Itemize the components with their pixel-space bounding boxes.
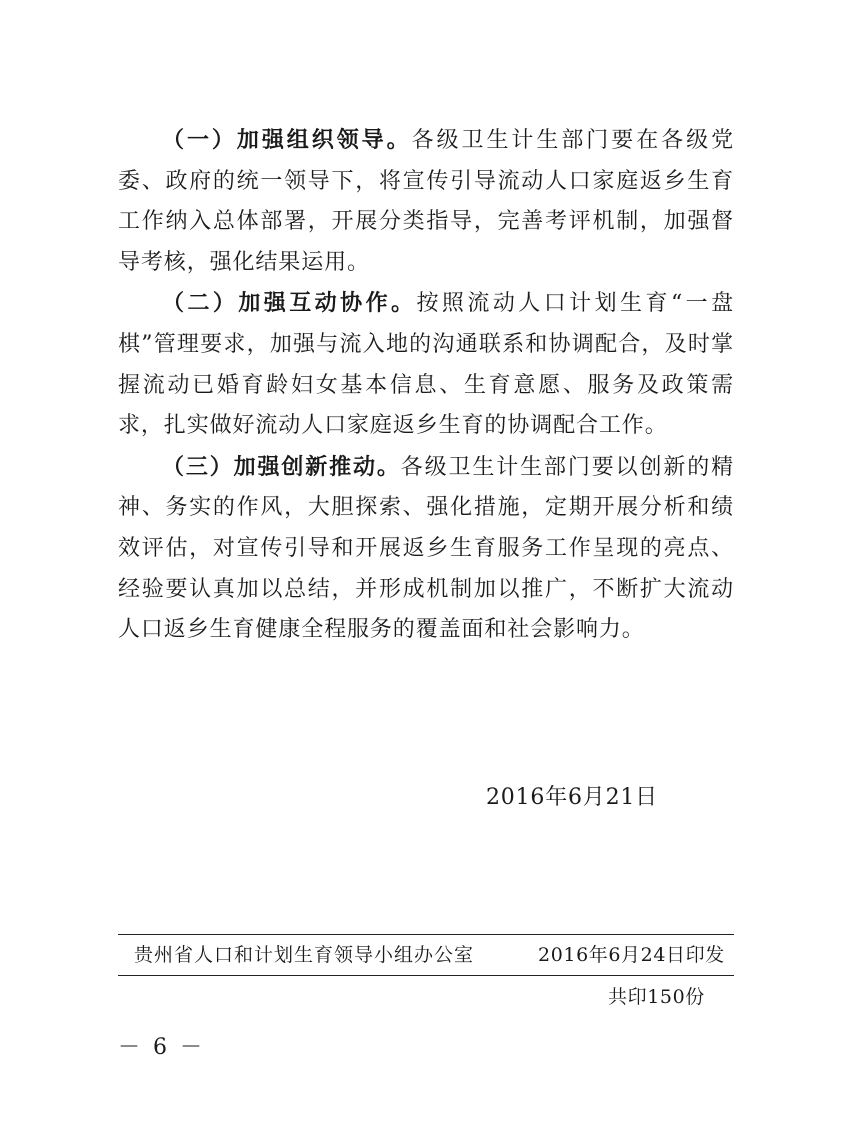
- paragraph-organization-leadership: [118, 120, 734, 283]
- paragraph-heading: （三）加强创新推动。: [162, 453, 401, 480]
- paragraph-innovation-promotion: [118, 447, 734, 651]
- paragraph-heading: （二）加强互动协作。: [162, 290, 417, 317]
- paragraph-text: 各级卫生计生部门要以创新的精神、务实的作风，大胆探索、强化措施，定期开展分析和绩效评估，对宣传引导和开展返乡生育服务工作呈现的亮点、经验要认真加以总结，并形成机制加以推广，不断扩大流动人口返乡生育健康全程服务的覆盖面和社会影响力。: [118, 454, 734, 643]
- issuing-office: 贵州省人口和计划生育领导小组办公室: [134, 944, 475, 966]
- page-number: － 6 －: [118, 1035, 205, 1060]
- paragraph-heading: （一）加强组织领导。: [162, 127, 412, 153]
- footer-bottom-rule: [118, 975, 734, 976]
- print-date: 2016年6月24日印发: [538, 944, 725, 966]
- paragraph-interactive-cooperation: [118, 283, 734, 446]
- footer-top-rule: [118, 934, 734, 935]
- signature-date: 2016年6月21日: [486, 785, 658, 810]
- paragraph-text: 按照流动人口计划生育“一盘棋”管理要求，加强与流入地的沟通联系和协调配合，及时掌握流动已婚育龄妇女基本信息、生育意愿、服务及政策需求，扎实做好流动人口家庭返乡生育的协调配合工作。: [118, 291, 734, 439]
- print-copies: 共印150份: [608, 986, 705, 1008]
- document-body: [118, 120, 734, 651]
- paragraph-text: 各级卫生计生部门要在各级党委、政府的统一领导下，将宣传引导流动人口家庭返乡生育工作纳入总体部署，开展分类指导，完善考评机制，加强督导考核，强化结果运用。: [118, 128, 734, 275]
